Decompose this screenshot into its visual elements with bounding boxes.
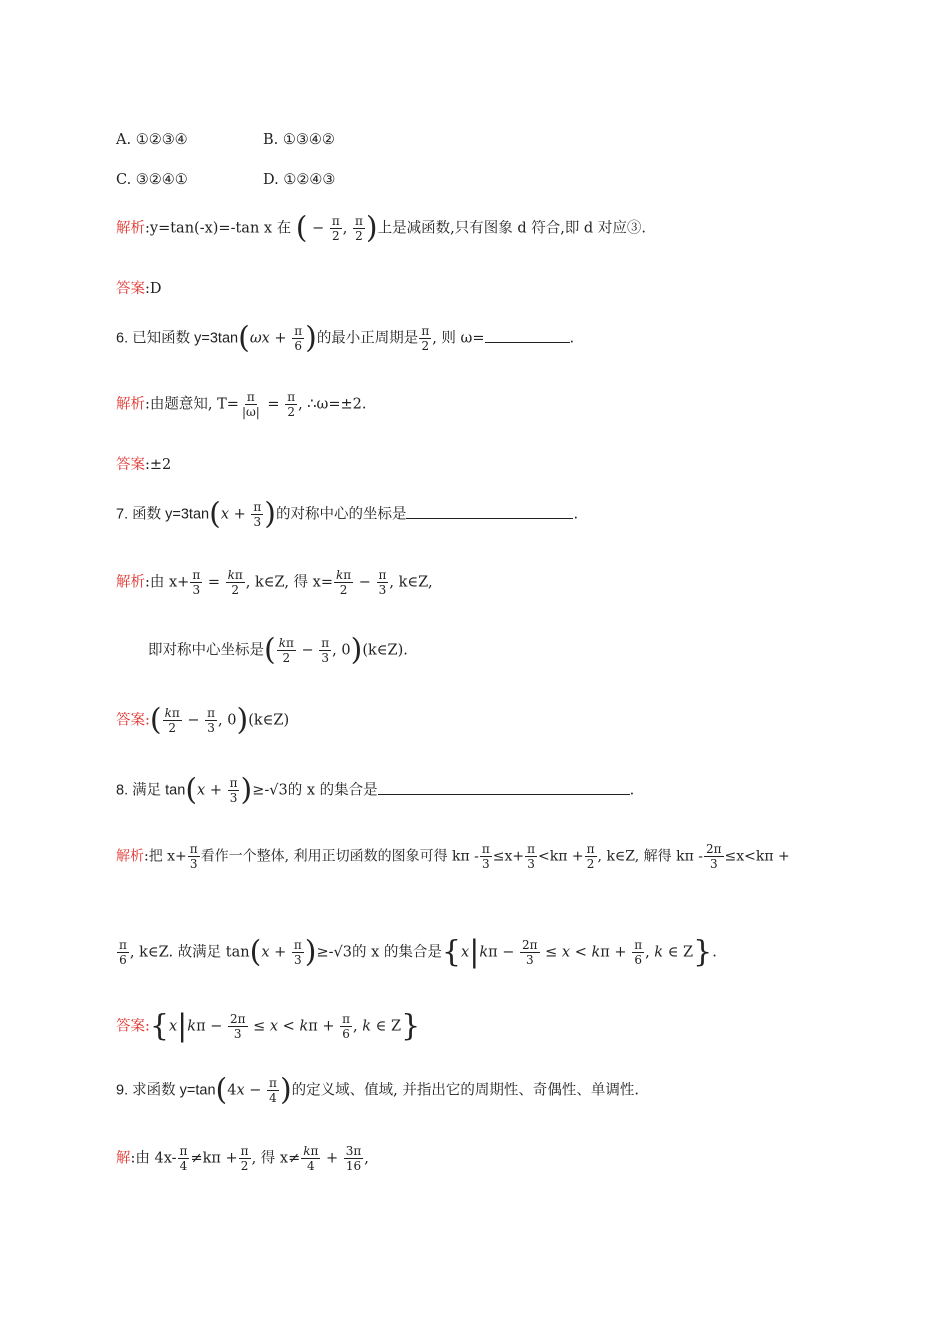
q7-stem: 7. 函数 y=3tan(x + $\frac{\pi}{3}$ )的对称中心的坐标是 . xyxy=(116,496,579,532)
q5-analysis: 解析:y=tan(-x)=-tan x 在 ( − $\frac{\pi}{2}$ , $\frac{\pi}{2}$ )上是减函数,只有图象 d 符合,即 d 对应③. xyxy=(116,210,646,246)
answer-blank[interactable] xyxy=(406,518,573,519)
q9-stem: 9. 求函数 y=tan(4x − $\frac{\pi}{4}$ )的定义域、值域, 并指出它的周期性、奇偶性、单调性. xyxy=(116,1072,639,1108)
q8-analysis-line2: $\frac{\pi}{6}$ , k∈Z. 故满足 tan(x + $\frac{\pi}{3}$ )≥-√3的 x 的集合是{x|kπ − $\frac{2\pi}{3}$ ≤ x < kπ + $\frac{\pi}{6}$ , k ∈ Z}. xyxy=(119,934,717,970)
option-b: B. ①③④② xyxy=(263,132,335,148)
q7-answer: 答案:( $\frac{k\pi}{2}$ − $\frac{\pi}{3}$ , 0)(k∈Z) xyxy=(116,702,290,738)
answer-label: 答案 xyxy=(116,281,145,297)
q6-stem: 6. 已知函数 y=3tan(ωx + $\frac{\pi}{6}$ )的最小正周期是 $\frac{\pi}{2}$ , 则 ω= . xyxy=(116,320,575,356)
q8-analysis: 解析:把 x+ $\frac{\pi}{3}$ 看作一个整体, 利用正切函数的图象可得 kπ - $\frac{\pi}{3}$ ≤x+ $\frac{\pi}{3}$ <kπ + $\frac{\pi}{2}$ , k∈Z, 解得 kπ - $\frac{2\pi}{3}$ ≤x<kπ + xyxy=(116,842,790,871)
q9-solution: 解:由 4x- $\frac{\pi}{4}$ ≠kπ + $\frac{\pi}{2}$ , 得 x≠ $\frac{k\pi}{4}$ + $\frac{3\pi}{16}$ , xyxy=(116,1144,369,1173)
option-d: D. ①②④③ xyxy=(263,172,336,188)
option-a: A. ①②③④ xyxy=(116,132,188,148)
q7-analysis: 解析:由 x+ $\frac{\pi}{3}$ = $\frac{k\pi}{2}$ , k∈Z, 得 x= $\frac{k\pi}{2}$ − $\frac{\pi}{3}$ , k∈Z, xyxy=(116,568,433,597)
q6-analysis: 解析:由题意知, T= $\frac{\pi}{|\omega|}$ = $\frac{\pi}{2}$ , ∴ω=±2. xyxy=(116,390,367,419)
q7-analysis-line2: 即对称中心坐标是( $\frac{k\pi}{2}$ − $\frac{\pi}{3}$ , 0)(k∈Z). xyxy=(148,632,408,668)
analysis-label: 解析 xyxy=(116,220,145,237)
answer-blank[interactable] xyxy=(378,794,630,795)
q6-answer: 答案:±2 xyxy=(116,457,172,473)
option-c: C. ③②④① xyxy=(116,172,188,188)
q8-answer: 答案:{x|kπ − $\frac{2\pi}{3}$ ≤ x < kπ + $\frac{\pi}{6}$ , k ∈ Z} xyxy=(116,1008,421,1044)
answer-blank[interactable] xyxy=(485,342,570,343)
q5-answer: 答案:D xyxy=(116,281,162,297)
q8-stem: 8. 满足 tan(x + $\frac{\pi}{3}$ )≥-√3的 x 的集合是 . xyxy=(116,772,635,808)
